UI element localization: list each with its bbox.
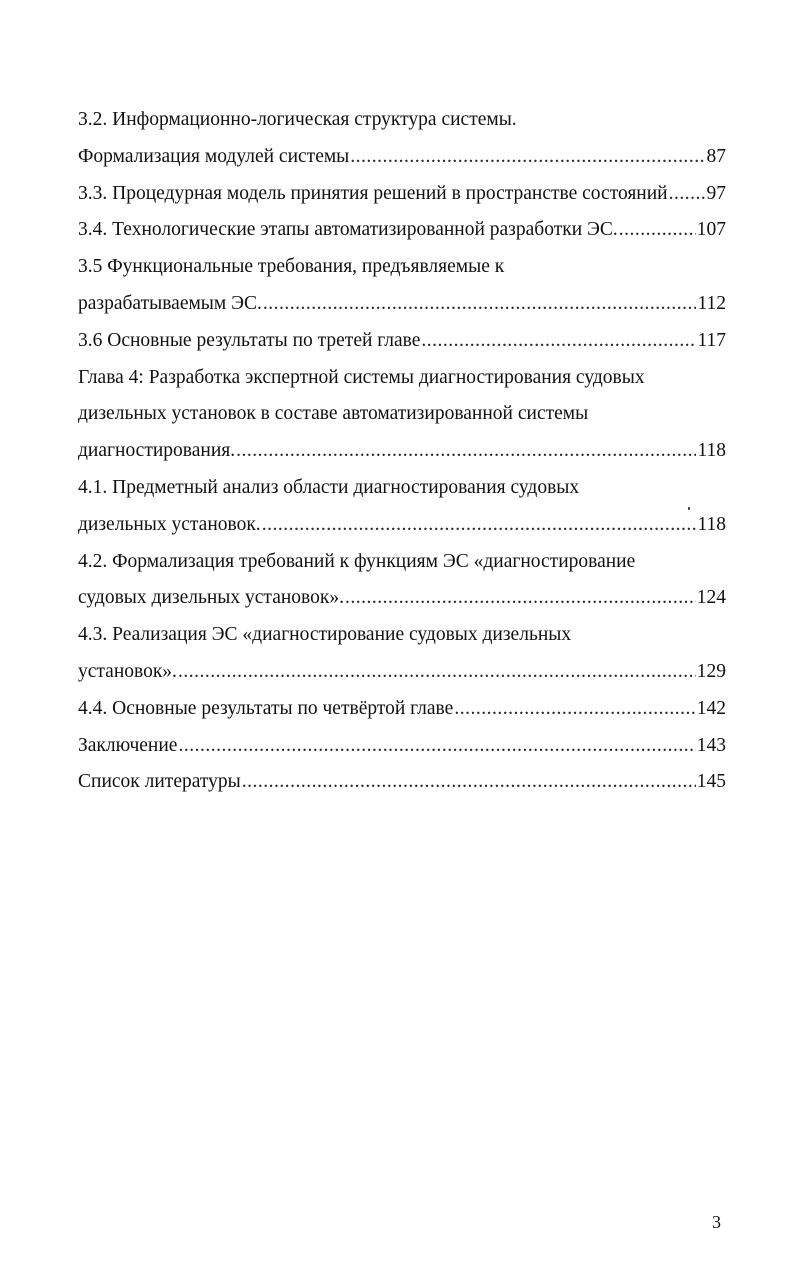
toc-entry-text: диагностирования. <box>78 440 236 462</box>
toc-page-number: 143 <box>696 734 726 756</box>
toc-page-number: 87 <box>706 145 726 167</box>
toc-line <box>78 544 726 581</box>
toc-page-number: 142 <box>696 697 726 719</box>
toc-entry-text: дизельных установок в составе автоматизированной системы <box>78 403 589 425</box>
toc-line <box>78 728 726 765</box>
toc-line <box>78 691 726 728</box>
dot-leader <box>178 728 695 765</box>
scan-speck <box>688 507 690 510</box>
toc-line <box>78 139 726 176</box>
toc-line <box>78 507 726 544</box>
toc-line <box>78 249 726 286</box>
toc-page-number: 145 <box>696 771 726 793</box>
toc-entry-text: разрабатываемым ЭС. <box>78 292 262 314</box>
toc-line <box>78 323 726 360</box>
toc-entry-text: 4.2. Формализация требований к функциям ЭС «диагностирование <box>78 550 636 572</box>
dot-leader <box>178 654 696 691</box>
toc-line <box>78 470 726 507</box>
toc-entry-text: 3.3. Процедурная модель принятия решений в пространстве состояний <box>78 182 668 204</box>
dot-leader <box>454 691 695 728</box>
toc-entry-text: установок». <box>78 660 177 682</box>
toc-line <box>78 176 726 213</box>
page-number: 3 <box>712 1212 721 1232</box>
toc-page-number: 107 <box>696 219 726 241</box>
dot-leader <box>263 286 697 323</box>
toc-line <box>78 396 726 433</box>
dot-leader <box>345 580 696 617</box>
dot-leader <box>242 764 696 801</box>
dot-leader <box>619 212 696 249</box>
toc-entry-text: Формализация модулей системы <box>78 145 350 167</box>
toc-entry-text: 4.3. Реализация ЭС «диагностирование судовых дизельных <box>78 624 572 646</box>
toc-line <box>78 654 726 691</box>
toc-page-number: 112 <box>697 292 726 314</box>
toc-entry-text: дизельных установок. <box>78 513 261 535</box>
toc-entry-text: 4.4. Основные результаты по четвёртой главе <box>78 697 454 719</box>
toc-page-number: 97 <box>706 182 726 204</box>
toc-entry-text: Список литературы <box>78 771 241 793</box>
toc-entry-text: Глава 4: Разработка экспертной системы диагностирования судовых <box>78 366 645 388</box>
toc-line <box>78 580 726 617</box>
dot-leader <box>350 139 705 176</box>
dot-leader <box>236 433 696 470</box>
toc-page-number: 118 <box>697 513 726 535</box>
toc-line <box>78 212 726 249</box>
dot-leader <box>421 323 696 360</box>
toc-line <box>78 286 726 323</box>
toc-entry-text: 4.1. Предметный анализ области диагностирования судовых <box>78 476 580 498</box>
dot-leader <box>262 507 697 544</box>
table-of-contents <box>78 102 726 801</box>
toc-entry-text: 3.5 Функциональные требования, предъявляемые к <box>78 256 505 278</box>
toc-page-number: 117 <box>697 329 726 351</box>
toc-entry-text: 3.6 Основные результаты по третей главе <box>78 329 421 351</box>
toc-page-number: 129 <box>696 660 726 682</box>
toc-line <box>78 102 726 139</box>
dot-leader <box>669 176 706 213</box>
toc-line <box>78 764 726 801</box>
toc-line <box>78 360 726 397</box>
toc-line <box>78 433 726 470</box>
toc-entry-text: 3.2. Информационно-логическая структура системы. <box>78 109 517 130</box>
toc-line <box>78 617 726 654</box>
toc-page-number: 124 <box>696 587 726 609</box>
toc-entry-text: 3.4. Технологические этапы автоматизированной разработки ЭС. <box>78 219 618 241</box>
toc-page-number: 118 <box>697 440 726 462</box>
toc-entry-text: Заключение <box>78 734 178 756</box>
toc-entry-text: судовых дизельных установок». <box>78 587 344 609</box>
